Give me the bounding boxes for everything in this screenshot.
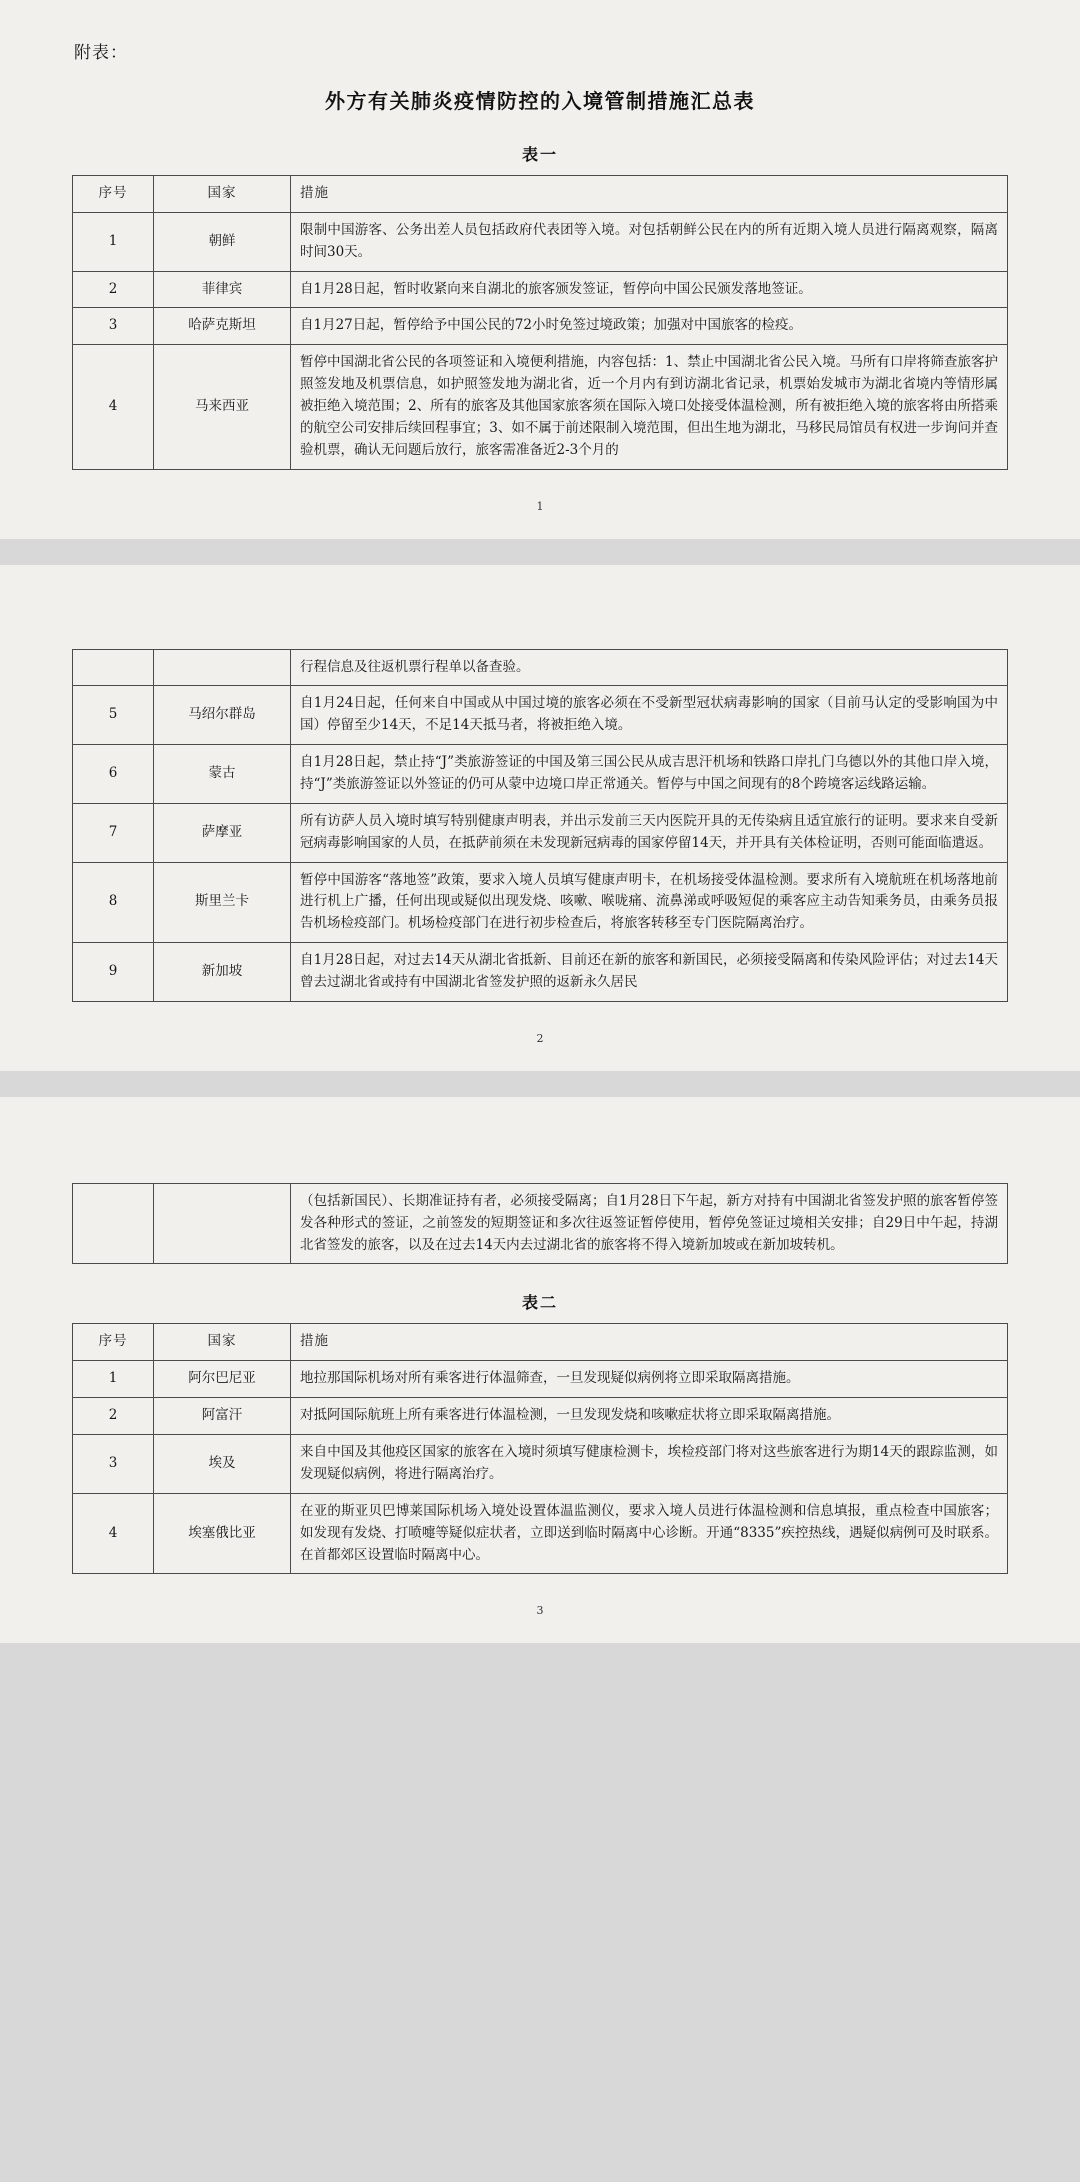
page-number: 1 — [536, 499, 544, 513]
table-row — [73, 271, 1008, 308]
cell-country — [154, 1183, 291, 1264]
table-row — [73, 862, 1008, 943]
cell-measure: 暂停中国湖北省公民的各项签证和入境便利措施，内容包括：1、禁止中国湖北省公民入境。马所有口岸将筛查旅客护照签发地及机票信息，如护照签发地为湖北省，近一个月内有到访湖北省记录，机票始发城市为湖北省境内等情形属被拒绝入境范围；2、所有的旅客及其他国家旅客须在国际入境口处接受体温检测，所有被拒绝入境的旅客将由所搭乘的航空公司安排后续回程事宜；3、如不属于前述限制入境范围，但出生地为湖北，马移民局馆员有权进一步询问并查验机票，确认无问题后放行，旅客需准备近2-3个月的 — [291, 345, 1008, 469]
cell-measure: （包括新国民）、长期准证持有者，必须接受隔离；自1月28日下午起，新方对持有中国湖北省签发护照的旅客暂停签发各种形式的签证，之前签发的短期签证和多次往返签证暂停使用，暂停免签证过境相关安排；自29日中午起，持湖北省签发的旅客，以及在过去14天内去过湖北省的旅客将不得入境新加坡或在新加坡转机。 — [291, 1183, 1008, 1264]
cell-no: 4 — [73, 345, 154, 469]
cell-measure: 限制中国游客、公务出差人员包括政府代表团等入境。对包括朝鲜公民在内的所有近期入境人员进行隔离观察，隔离时间30天。 — [291, 212, 1008, 271]
header-measure: 措施 — [291, 176, 1008, 213]
attachment-label: 附表： — [74, 43, 128, 63]
cell-country: 埃及 — [154, 1435, 291, 1494]
page-2 — [0, 565, 1080, 1071]
cell-no: 2 — [73, 271, 154, 308]
header-measure: 措施 — [291, 1324, 1008, 1361]
header-country: 国家 — [154, 1324, 291, 1361]
header-no: 序号 — [73, 1324, 154, 1361]
page-title: 外方有关肺炎疫情防控的入境管制措施汇总表 — [325, 89, 755, 113]
table-header-row — [73, 176, 1008, 213]
page-3 — [0, 1097, 1080, 1643]
table-row — [73, 943, 1008, 1002]
cell-country — [154, 649, 291, 686]
cell-country: 斯里兰卡 — [154, 862, 291, 943]
table-row — [73, 649, 1008, 686]
table-one-caption: 表一 — [521, 145, 558, 164]
cell-no — [73, 1183, 154, 1264]
table-one — [72, 175, 1008, 470]
table-row — [73, 686, 1008, 745]
table-one-tail — [72, 1183, 1008, 1265]
cell-country: 哈萨克斯坦 — [154, 308, 291, 345]
table-row — [73, 803, 1008, 862]
table-two — [72, 1323, 1008, 1574]
header-country: 国家 — [154, 176, 291, 213]
header-no: 序号 — [73, 176, 154, 213]
table-row — [73, 1183, 1008, 1264]
table-row — [73, 1493, 1008, 1574]
table-row — [73, 745, 1008, 804]
table-header-row — [73, 1324, 1008, 1361]
table-row — [73, 1435, 1008, 1494]
cell-measure: 来自中国及其他疫区国家的旅客在入境时须填写健康检测卡，埃检疫部门将对这些旅客进行为期14天的跟踪监测，如发现疑似病例，将进行隔离治疗。 — [291, 1435, 1008, 1494]
cell-measure: 暂停中国游客“落地签”政策，要求入境人员填写健康声明卡，在机场接受体温检测。要求所有入境航班在机场落地前进行机上广播，任何出现或疑似出现发烧、咳嗽、喉咙痛、流鼻涕或呼吸短促的乘客应主动告知乘务员，由乘务员报告机场检疫部门。机场检疫部门在进行初步检查后，将旅客转移至专门医院隔离治疗。 — [291, 862, 1008, 943]
cell-measure: 自1月28日起，暂时收紧向来自湖北的旅客颁发签证，暂停向中国公民颁发落地签证。 — [291, 271, 1008, 308]
cell-measure: 地拉那国际机场对所有乘客进行体温筛查，一旦发现疑似病例将立即采取隔离措施。 — [291, 1361, 1008, 1398]
cell-no — [73, 649, 154, 686]
table-row — [73, 308, 1008, 345]
table-row — [73, 212, 1008, 271]
cell-no: 3 — [73, 1435, 154, 1494]
cell-no: 1 — [73, 1361, 154, 1398]
cell-country: 阿富汗 — [154, 1398, 291, 1435]
cell-no: 2 — [73, 1398, 154, 1435]
page-number: 3 — [536, 1604, 544, 1618]
cell-country: 萨摩亚 — [154, 803, 291, 862]
cell-no: 9 — [73, 943, 154, 1002]
cell-measure: 自1月24日起，任何来自中国或从中国过境的旅客必须在不受新型冠状病毒影响的国家（目前马认定的受影响国为中国）停留至少14天，不足14天抵马者，将被拒绝入境。 — [291, 686, 1008, 745]
cell-country: 菲律宾 — [154, 271, 291, 308]
cell-country: 马绍尔群岛 — [154, 686, 291, 745]
cell-no: 5 — [73, 686, 154, 745]
cell-no: 4 — [73, 1493, 154, 1574]
cell-measure: 自1月28日起，对过去14天从湖北省抵新、目前还在新的旅客和新国民，必须接受隔离和传染风险评估；对过去14天曾去过湖北省或持有中国湖北省签发护照的返新永久居民 — [291, 943, 1008, 1002]
cell-country: 马来西亚 — [154, 345, 291, 469]
cell-no: 6 — [73, 745, 154, 804]
cell-country: 朝鲜 — [154, 212, 291, 271]
cell-measure: 所有访萨人员入境时填写特别健康声明表，并出示发前三天内医院开具的无传染病且适宜旅行的证明。要求来自受新冠病毒影响国家的人员，在抵萨前须在未发现新冠病毒的国家停留14天，并开具有关体检证明，否则可能面临遣返。 — [291, 803, 1008, 862]
cell-no: 1 — [73, 212, 154, 271]
cell-no: 7 — [73, 803, 154, 862]
cell-measure: 行程信息及往返机票行程单以备查验。 — [291, 649, 1008, 686]
table-one-continued — [72, 649, 1008, 1002]
page-number: 2 — [536, 1031, 544, 1045]
table-two-caption: 表二 — [521, 1293, 558, 1313]
page-1 — [0, 0, 1080, 539]
cell-measure: 在亚的斯亚贝巴博莱国际机场入境处设置体温监测仪，要求入境人员进行体温检测和信息填报，重点检查中国旅客；如发现有发烧、打喷嚏等疑似症状者，立即送到临时隔离中心诊断。开通“8335”疾控热线，遇疑似病例可及时联系。在首都郊区设置临时隔离中心。 — [291, 1493, 1008, 1574]
cell-no: 8 — [73, 862, 154, 943]
cell-country: 阿尔巴尼亚 — [154, 1361, 291, 1398]
cell-no: 3 — [73, 308, 154, 345]
cell-country: 埃塞俄比亚 — [154, 1493, 291, 1574]
cell-country: 蒙古 — [154, 745, 291, 804]
table-row — [73, 1361, 1008, 1398]
cell-measure: 自1月27日起，暂停给予中国公民的72小时免签过境政策；加强对中国旅客的检疫。 — [291, 308, 1008, 345]
table-row — [73, 1398, 1008, 1435]
cell-measure: 自1月28日起，禁止持“J”类旅游签证的中国及第三国公民从成吉思汗机场和铁路口岸扎门乌德以外的其他口岸入境，持“J”类旅游签证以外签证的仍可从蒙中边境口岸正常通关。暂停与中国之间现有的8个跨境客运线路运输。 — [291, 745, 1008, 804]
table-row — [73, 345, 1008, 469]
cell-measure: 对抵阿国际航班上所有乘客进行体温检测，一旦发现发烧和咳嗽症状将立即采取隔离措施。 — [291, 1398, 1008, 1435]
cell-country: 新加坡 — [154, 943, 291, 1002]
